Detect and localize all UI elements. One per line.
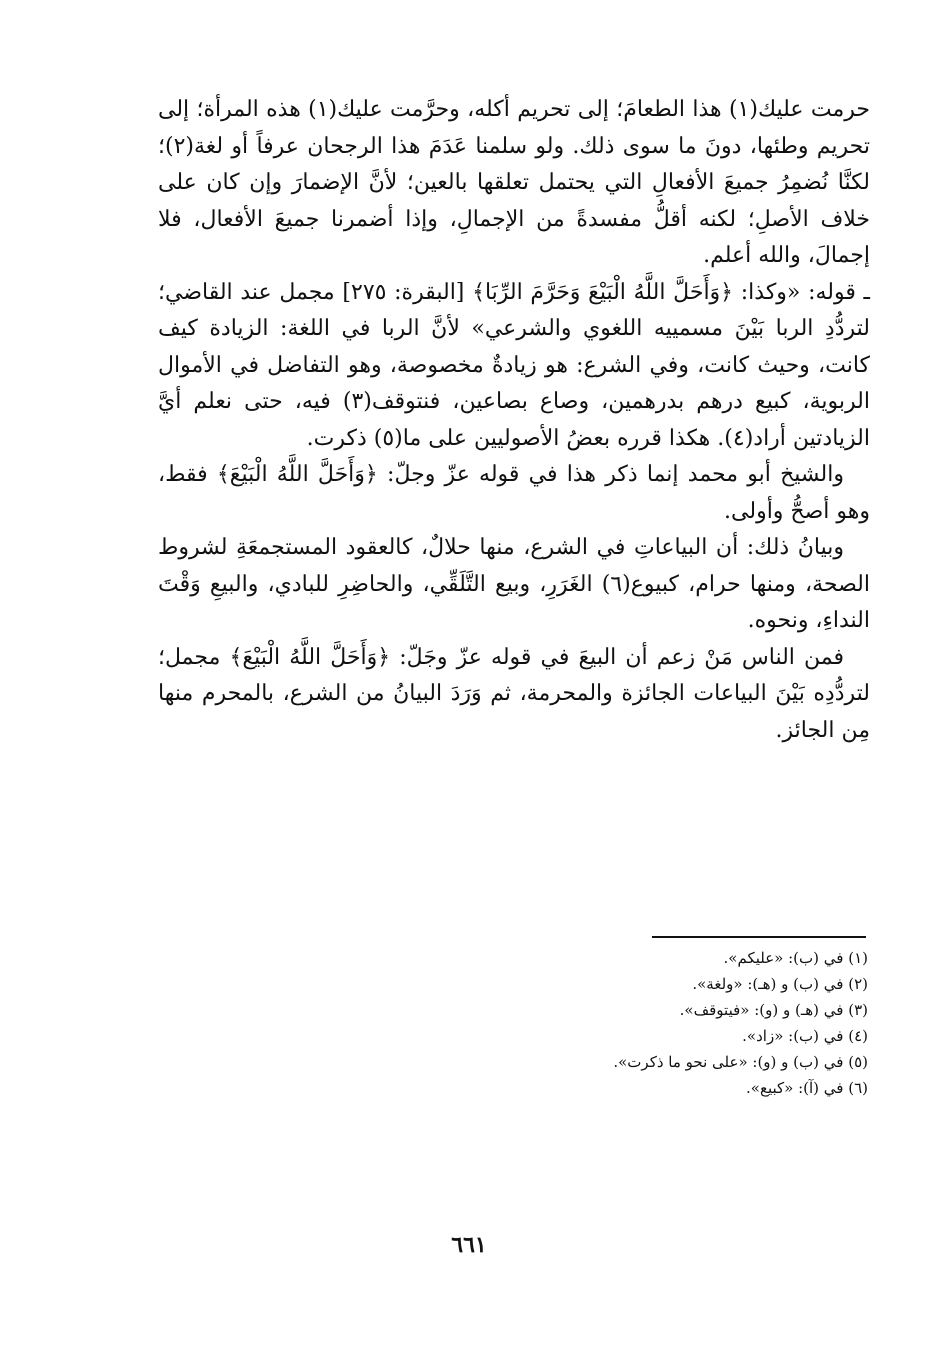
footnote-item: (٤) في (ب): «زاد».: [742, 1027, 868, 1045]
main-text-body: [158, 92, 870, 749]
footnote-item: (١) في (ب): «عليكم».: [723, 949, 868, 967]
page-number: ٦٦١: [451, 1232, 487, 1258]
paragraph-explanation: وبيانُ ذلك: أن البياعاتِ في الشرع، منها حلالٌ، كالعقود المستجمعَةِ لشروط الصحة، ومنها حرام، كبيوع(٦) الغَرَرِ، وبيع التَّلَقِّي، والحاضِرِ للبادي، والبيعِ وَقْتَ النداءِ، ونحوه.: [158, 535, 870, 633]
footnote-item: (٦) في (آ): «كبيع».: [746, 1079, 868, 1097]
paragraph-continuation: حرمت عليك(١) هذا الطعامَ؛ إلى تحريم أكله، وحرَّمت عليك(١) هذه المرأة؛ إلى تحريم وطئها، دونَ ما سوى ذلك. ولو سلمنا عَدَمَ هذا الرجحان عرفاً أو لغة(٢)؛ لكنَّا نُضمِرُ جميعَ الأفعالِ التي يحتمل تعلقها بالعين؛ لأنَّ الإضمارَ وإن كان على خلاف الأصلِ؛ لكنه أقلُّ مفسدةً من الإجمالِ، وإذا أضمرنا جميعَ الأفعال، فلا إجمالَ، والله أعلم.: [158, 97, 871, 268]
footnote-item: (٣) في (هـ) و (و): «فيتوقف».: [679, 1001, 868, 1019]
footnote-item: (٥) في (ب) و (و): «على نحو ما ذكرت».: [613, 1053, 868, 1071]
footnote-item: (٢) في (ب) و (هـ): «ولغة».: [692, 975, 868, 993]
paragraph-shaykh-abu-muhammad: والشيخ أبو محمد إنما ذكر هذا في قوله عزّ وجلّ: ﴿وَأَحَلَّ اللَّهُ الْبَيْعَ﴾ فقط، وهو أصحُّ وأولى.: [158, 462, 870, 524]
footnotes: [468, 945, 868, 1101]
paragraph-bay-mujmal: فمن الناس مَنْ زعم أن البيعَ في قوله عزّ وجَلّ: ﴿وَأَحَلَّ اللَّهُ الْبَيْعَ﴾ مجمل؛ لتردُّدِه بَيْنَ البياعات الجائزة والمحرمة، ثم وَرَدَ البيانُ من الشرع، بالمحرم منها مِن الجائز.: [158, 644, 870, 743]
paragraph-riba-verse: ـ قوله: «وكذا: ﴿وَأَحَلَّ اللَّهُ الْبَيْعَ وَحَرَّمَ الرِّبَا﴾ [البقرة: ٢٧٥] مجمل عند القاضي؛ لتردُّدِ الربا بَيْنَ مسمييه اللغوي والشرعي» لأنَّ الربا في اللغة: الزيادة كيف كانت، وحيث كانت، وفي الشرع: هو زيادةٌ مخصوصة، وهو التفاضل في الأموال الربوية، كبيع درهم بدرهمين، وصاع بصاعين، فنتوقف(٣) فيه، حتى نعلم أيَّ الزيادتين أراد(٤). هكذا قرره بعضُ الأصوليين على ما(٥) ذكرت.: [158, 279, 870, 451]
footnote-divider: [652, 936, 866, 938]
